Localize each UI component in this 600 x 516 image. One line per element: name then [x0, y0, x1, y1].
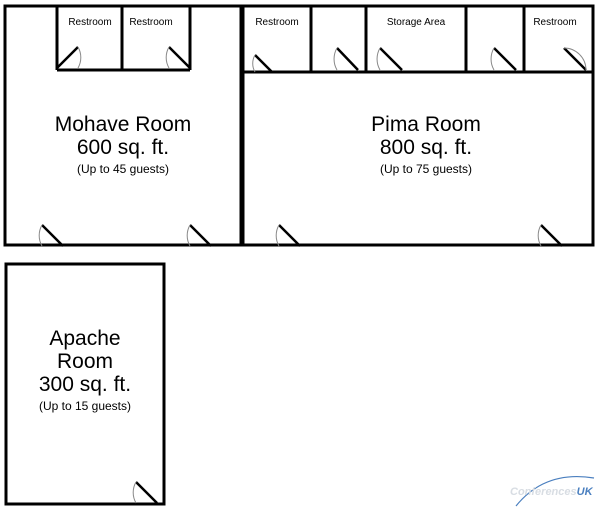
storage-area-label: Storage Area	[386, 17, 446, 28]
logo-text: Conferences	[510, 486, 577, 498]
door-leaf	[337, 48, 358, 70]
door-leaf	[57, 47, 78, 68]
door-swing-arc	[538, 225, 541, 246]
door-swing-arc	[187, 225, 190, 246]
mohave-room-name: Mohave Room	[54, 113, 192, 136]
apache-room-capacity: (Up to 15 guests)	[38, 399, 132, 413]
pima-room-name: Pima Room	[371, 113, 481, 136]
pima-room-capacity: (Up to 75 guests)	[379, 162, 473, 176]
door-swing-arc	[377, 48, 380, 70]
door-swing-arc	[253, 55, 255, 72]
door-leaf	[190, 225, 211, 246]
restroom-label: Restroom	[533, 17, 577, 28]
restroom-label: Restroom	[129, 17, 173, 28]
door-leaf	[255, 55, 272, 72]
door-leaf	[380, 48, 402, 70]
restroom-label: Restroom	[255, 17, 299, 28]
door-swing-arc	[276, 225, 279, 246]
door-leaf	[42, 225, 63, 246]
door-leaf	[541, 225, 562, 246]
door-swing-arc	[334, 48, 337, 70]
door-leaf	[136, 482, 157, 503]
door-swing-arc	[133, 482, 136, 503]
mohave-room-capacity: (Up to 45 guests)	[76, 162, 170, 176]
apache-room-name-line1: Apache	[49, 327, 121, 350]
door-swing-arc	[78, 47, 81, 68]
pima-room-size: 800 sq. ft.	[379, 136, 473, 159]
door-leaf	[494, 48, 516, 70]
restroom-label: Restroom	[68, 17, 112, 28]
apache-room-size: 300 sq. ft.	[38, 373, 132, 396]
door-leaf	[279, 225, 300, 246]
door-swing-arc	[166, 47, 169, 68]
door-swing-arc	[39, 225, 42, 246]
mohave-room-size: 600 sq. ft.	[76, 136, 170, 159]
door-leaf	[169, 47, 190, 68]
apache-room-name-line2: Room	[56, 350, 114, 373]
logo-suffix: UK	[576, 486, 593, 498]
conferences-uk-logo	[510, 486, 593, 498]
door-swing-arc	[491, 48, 494, 70]
